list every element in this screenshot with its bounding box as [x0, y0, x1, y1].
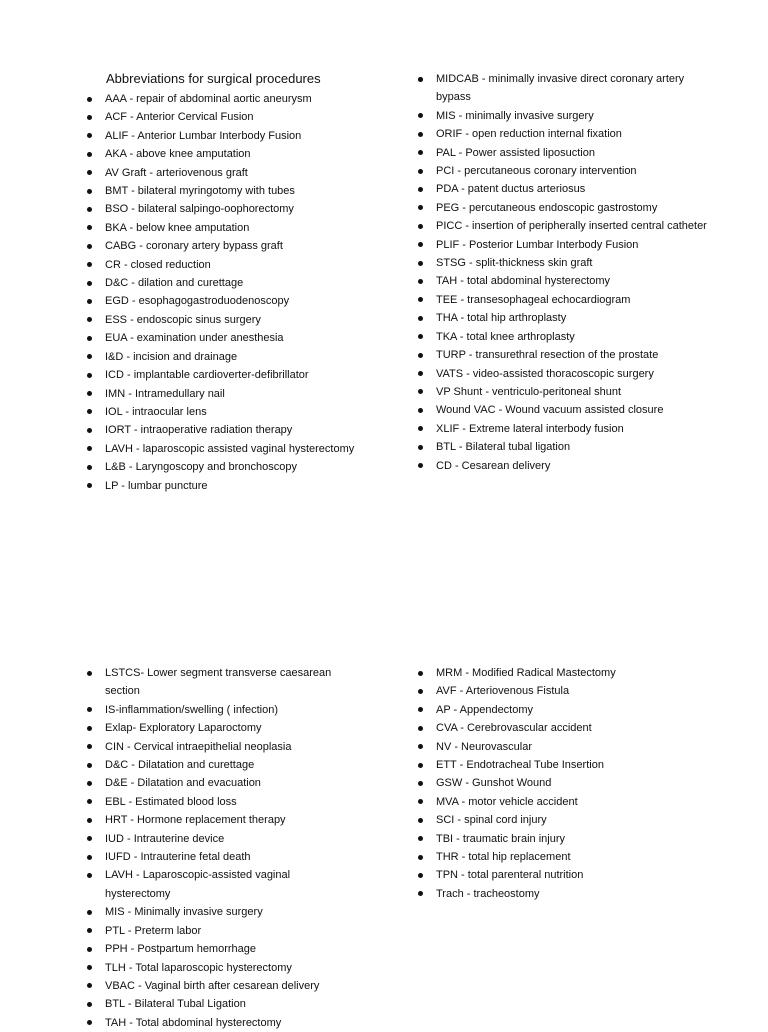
abbreviation-item: BKA - below knee amputation	[87, 219, 357, 237]
abbreviation-item: LP - lumbar puncture	[87, 477, 357, 495]
abbreviation-item: MIDCAB - minimally invasive direct coronary artery bypass	[418, 70, 708, 107]
abbreviation-item: PLIF - Posterior Lumbar Interbody Fusion	[418, 236, 708, 254]
abbreviation-item: ACF - Anterior Cervical Fusion	[87, 108, 357, 126]
abbreviation-item: GSW - Gunshot Wound	[418, 774, 708, 792]
abbreviation-item: L&B - Laryngoscopy and bronchoscopy	[87, 458, 357, 476]
abbreviation-item: PDA - patent ductus arteriosus	[418, 180, 708, 198]
abbreviation-item: EUA - examination under anesthesia	[87, 329, 357, 347]
abbreviation-item: AVF - Arteriovenous Fistula	[418, 682, 708, 700]
abbreviation-list-bottom-left	[87, 664, 357, 1032]
abbreviation-item: TAH - Total abdominal hysterectomy	[87, 1014, 357, 1032]
abbreviation-item: CABG - coronary artery bypass graft	[87, 237, 357, 255]
abbreviation-item: ORIF - open reduction internal fixation	[418, 125, 708, 143]
abbreviation-item: MRM - Modified Radical Mastectomy	[418, 664, 708, 682]
abbreviation-item: TEE - transesophageal echocardiogram	[418, 291, 708, 309]
abbreviation-item: CIN - Cervical intraepithelial neoplasia	[87, 738, 357, 756]
abbreviation-item: MIS - minimally invasive surgery	[418, 107, 708, 125]
document-title: Abbreviations for surgical procedures	[106, 71, 321, 86]
abbreviation-item: NV - Neurovascular	[418, 738, 708, 756]
abbreviation-item: TKA - total knee arthroplasty	[418, 328, 708, 346]
abbreviation-item: IUFD - Intrauterine fetal death	[87, 848, 357, 866]
abbreviation-item: BTL - Bilateral Tubal Ligation	[87, 995, 357, 1013]
abbreviation-item: THR - total hip replacement	[418, 848, 708, 866]
abbreviation-item: IOL - intraocular lens	[87, 403, 357, 421]
abbreviation-item: Wound VAC - Wound vacuum assisted closure	[418, 401, 708, 419]
abbreviation-item: STSG - split-thickness skin graft	[418, 254, 708, 272]
abbreviation-item: PTL - Preterm labor	[87, 922, 357, 940]
abbreviation-item: Exlap- Exploratory Laparoctomy	[87, 719, 357, 737]
abbreviation-item: VATS - video-assisted thoracoscopic surgery	[418, 365, 708, 383]
abbreviation-item: LAVH - laparoscopic assisted vaginal hysterectomy	[87, 440, 357, 458]
abbreviation-item: TPN - total parenteral nutrition	[418, 866, 708, 884]
abbreviation-item: TBI - traumatic brain injury	[418, 830, 708, 848]
abbreviation-item: SCI - spinal cord injury	[418, 811, 708, 829]
abbreviation-item: CVA - Cerebrovascular accident	[418, 719, 708, 737]
abbreviation-item: ESS - endoscopic sinus surgery	[87, 311, 357, 329]
abbreviation-item: VP Shunt - ventriculo-peritoneal shunt	[418, 383, 708, 401]
abbreviation-item: CR - closed reduction	[87, 256, 357, 274]
abbreviation-item: IUD - Intrauterine device	[87, 830, 357, 848]
abbreviation-item: IMN - Intramedullary nail	[87, 385, 357, 403]
abbreviation-list-top-left	[87, 90, 357, 495]
abbreviation-item: HRT - Hormone replacement therapy	[87, 811, 357, 829]
abbreviation-item: D&C - dilation and curettage	[87, 274, 357, 292]
abbreviation-item: AKA - above knee amputation	[87, 145, 357, 163]
abbreviation-item: IS-inflammation/swelling ( infection)	[87, 701, 357, 719]
abbreviation-item: Trach - tracheostomy	[418, 885, 708, 903]
abbreviation-item: AP - Appendectomy	[418, 701, 708, 719]
abbreviation-item: D&E - Dilatation and evacuation	[87, 774, 357, 792]
abbreviation-item: LAVH - Laparoscopic-assisted vaginal hysterectomy	[87, 866, 357, 903]
abbreviation-item: D&C - Dilatation and curettage	[87, 756, 357, 774]
abbreviation-item: MIS - Minimally invasive surgery	[87, 903, 357, 921]
abbreviation-item: EGD - esophagogastroduodenoscopy	[87, 292, 357, 310]
abbreviation-item: ICD - implantable cardioverter-defibrillator	[87, 366, 357, 384]
abbreviation-item: XLIF - Extreme lateral interbody fusion	[418, 420, 708, 438]
abbreviation-item: BMT - bilateral myringotomy with tubes	[87, 182, 357, 200]
abbreviation-item: PPH - Postpartum hemorrhage	[87, 940, 357, 958]
abbreviation-item: PEG - percutaneous endoscopic gastrostomy	[418, 199, 708, 217]
abbreviation-item: AV Graft - arteriovenous graft	[87, 164, 357, 182]
abbreviation-item: LSTCS- Lower segment transverse caesarean section	[87, 664, 357, 701]
abbreviation-list-bottom-right	[418, 664, 708, 903]
abbreviation-item: TURP - transurethral resection of the prostate	[418, 346, 708, 364]
abbreviation-item: I&D - incision and drainage	[87, 348, 357, 366]
abbreviation-item: TAH - total abdominal hysterectomy	[418, 272, 708, 290]
abbreviation-item: THA - total hip arthroplasty	[418, 309, 708, 327]
abbreviation-item: EBL - Estimated blood loss	[87, 793, 357, 811]
abbreviation-item: PAL - Power assisted liposuction	[418, 144, 708, 162]
abbreviation-item: ETT - Endotracheal Tube Insertion	[418, 756, 708, 774]
abbreviation-item: PICC - insertion of peripherally inserted central catheter	[418, 217, 708, 235]
abbreviation-item: BTL - Bilateral tubal ligation	[418, 438, 708, 456]
abbreviation-list-top-right	[418, 70, 708, 475]
abbreviation-item: MVA - motor vehicle accident	[418, 793, 708, 811]
abbreviation-item: VBAC - Vaginal birth after cesarean delivery	[87, 977, 357, 995]
abbreviation-item: ALIF - Anterior Lumbar Interbody Fusion	[87, 127, 357, 145]
abbreviation-item: IORT - intraoperative radiation therapy	[87, 421, 357, 439]
abbreviation-item: TLH - Total laparoscopic hysterectomy	[87, 959, 357, 977]
abbreviation-item: BSO - bilateral salpingo-oophorectomy	[87, 200, 357, 218]
abbreviation-item: CD - Cesarean delivery	[418, 457, 708, 475]
abbreviation-item: PCI - percutaneous coronary intervention	[418, 162, 708, 180]
abbreviation-item: AAA - repair of abdominal aortic aneurysm	[87, 90, 357, 108]
